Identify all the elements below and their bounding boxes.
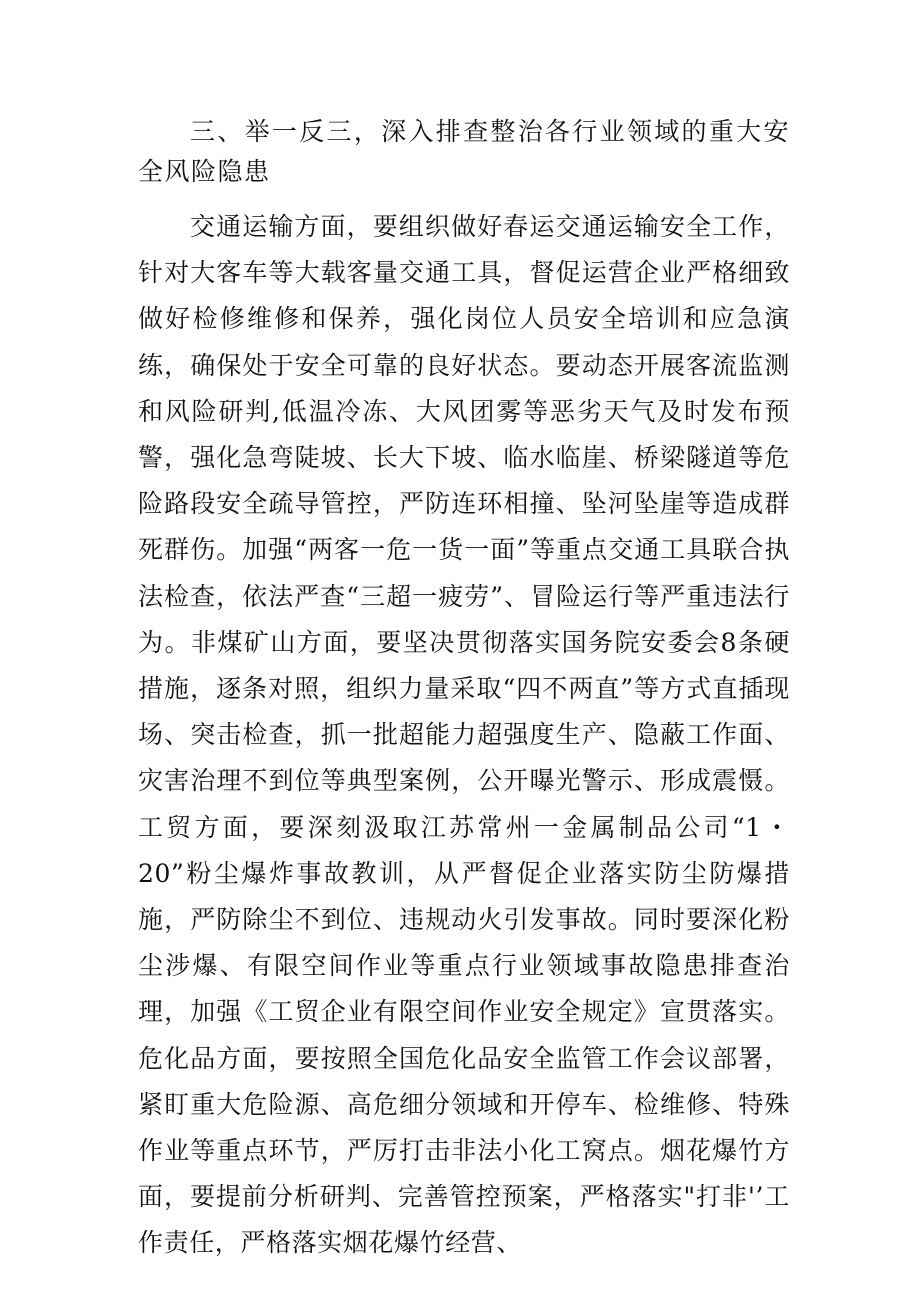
- document-page: [138, 112, 790, 1267]
- body-paragraph: 交通运输方面，要组织做好春运交通运输安全工作，针对大客车等大载客量交通工具，督促运营企业严格细致做好检修维修和保养，强化岗位人员安全培训和应急演练，确保处于安全可靠的良好状态。要动态开展客流监测和风险研判,低温冷冻、大风团雾等恶劣天气及时发布预警，强化急弯陡坡、长大下坡、临水临崖、桥梁隧道等危险路段安全疏导管控，严防连环相撞、坠河坠崖等造成群死群伤。加强“两客一危一货一面”等重点交通工具联合执法检查，依法严查“三超一疲劳”、冒险运行等严重违法行为。非煤矿山方面，要坚决贯彻落实国务院安委会8条硬措施，逐条对照，组织力量采取“四不两直”等方式直插现场、突击检查，抓一批超能力超强度生产、隐蔽工作面、灾害治理不到位等典型案例，公开曝光警示、形成震慑。工贸方面，要深刻汲取江苏常州一金属制品公司“1・20”粉尘爆炸事故教训，从严督促企业落实防尘防爆措施，严防除尘不到位、违规动火引发事故。同时要深化粉尘涉爆、有限空间作业等重点行业领域事故隐患排查治理，加强《工贸企业有限空间作业安全规定》宣贯落实。危化品方面，要按照全国危化品安全监管工作会议部署，紧盯重大危险源、高危细分领域和开停车、检维修、特殊作业等重点环节，严厉打击非法小化工窝点。烟花爆竹方面，要提前分析研判、完善管控预案，严格落实"打非'’工作责任，严格落实烟花爆竹经营、: [138, 212, 790, 1258]
- section-heading: 三、举一反三，深入排查整治各行业领域的重大安全风险隐患: [138, 117, 790, 186]
